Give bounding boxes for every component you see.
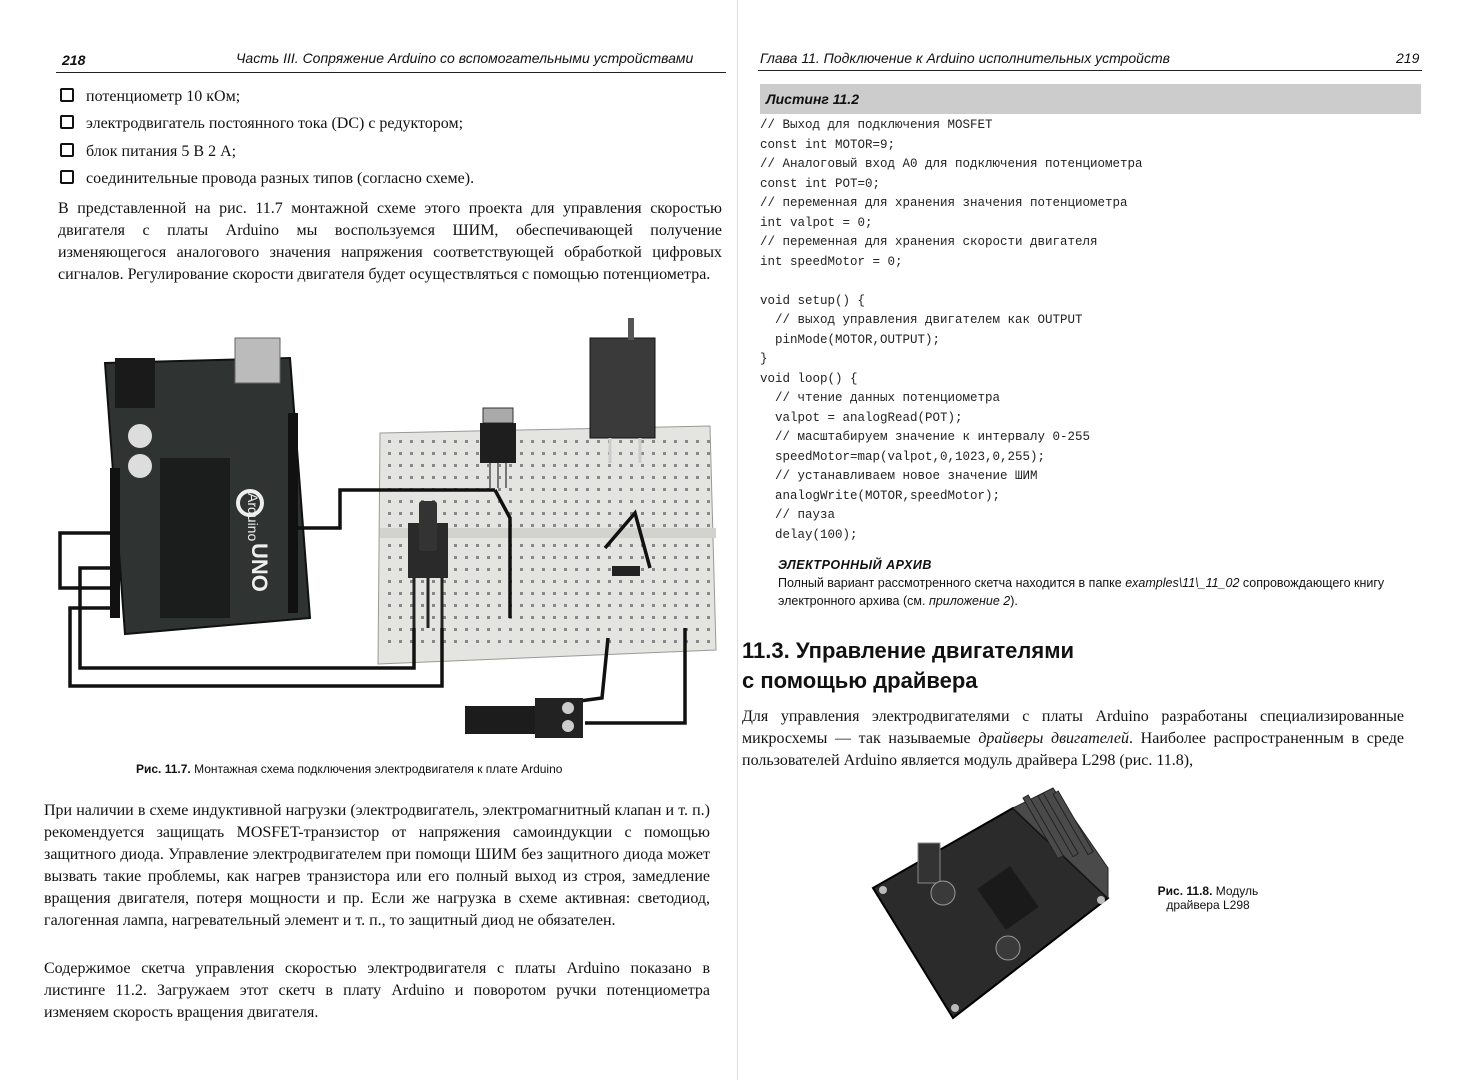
code-line: delay(100);	[760, 527, 858, 542]
section-paragraph: Для управления электродвигателями с платы Arduino разработаны специализированные микросхемы — так называемые драйверы двигателей. Наиболее распространенным в среде пользователей Arduino является модуль драйвера L298 (рис. 11.8),	[742, 708, 1405, 769]
sketch-paragraph: Содержимое скетча управления скоростью электродвигателя с платы Arduino показано в листинге 11.2. Загружаем этот скетч в плату Arduino и поворотом ручки потенциометра изменяем скорость вращения двигателя.	[44, 960, 710, 1021]
code-line: const int MOTOR=9;	[760, 137, 896, 152]
board-name-label: Arduino	[245, 493, 261, 542]
code-line: pinMode(MOTOR,OUTPUT);	[760, 332, 941, 347]
bullet-item: соединительные провода разных типов (согласно схеме).	[60, 170, 474, 188]
code-line: void setup() {	[760, 293, 866, 308]
code-line: // устанавливаем новое значение ШИМ	[760, 469, 1038, 483]
listing-title: Листинг 11.2	[760, 84, 1421, 114]
analog-header	[110, 468, 120, 618]
code-line	[760, 272, 1143, 292]
code-line: void loop() {	[760, 371, 858, 386]
figure-caption: Рис. 11.7. Монтажная схема подключения электродвигателя к плате Arduino	[136, 762, 563, 776]
code-line: // чтение данных потенциометра	[760, 391, 1001, 405]
usb-port	[235, 338, 280, 383]
left-page	[0, 0, 737, 1080]
code-line: // масштабируем значение к интервалу 0-255	[760, 430, 1091, 444]
code-line: // пауза	[760, 508, 836, 522]
capacitor-icon	[128, 454, 152, 478]
code-line: analogWrite(MOTOR,speedMotor);	[760, 488, 1001, 503]
code-line: // Аналоговый вход A0 для подключения потенциометра	[760, 157, 1143, 171]
code-line: }	[760, 352, 768, 366]
right-page	[737, 0, 1475, 1080]
protection-paragraph: При наличии в схеме индуктивной нагрузки (электродвигатель, электромагнитный клапан и т. п.) рекомендуется защищать MOSFET-транзистор от напряжения самоиндукции с помощью защитного диода. Управление электродвигателем при помощи ШИМ без защитного диода может вызвать такие проблемы, как нагрев транзистора или его полный выход из строя, замедление вращения двигателя, потеря мощности и пр. Если же нагрузка в схеме активная: светодиод, галогенная лампа, нагревательный элемент и т. п., то защитный диод не обязателен.	[44, 802, 710, 929]
capacitor-icon	[931, 881, 955, 905]
checkbox-icon	[60, 143, 74, 157]
page-number-left: 218	[62, 52, 86, 68]
power-plug	[465, 698, 583, 738]
code-line: valpot = analogRead(POT);	[760, 410, 963, 425]
capacitor-icon	[996, 936, 1020, 960]
running-header-left: Часть III. Сопряжение Arduino со вспомогательными устройствами	[236, 50, 694, 66]
l298-module-photo	[863, 778, 1123, 1028]
bullet-item: потенциометр 10 кОм;	[60, 88, 240, 106]
microcontroller-chip	[160, 458, 230, 618]
board-model-label: UNO	[247, 543, 272, 592]
checkbox-icon	[60, 88, 74, 102]
checkbox-icon	[60, 170, 74, 184]
intro-paragraph: В представленной на рис. 11.7 монтажной схеме этого проекта для управления скоростью двигателя с платы Arduino мы воспользуемся ШИМ, обеспечивающей получение изменяющегося аналогового значения напряжения соответствующей обработкой цифровых сигналов. Регулирование скорости двигателя будет осуществляться с помощью потенциометра.	[58, 200, 722, 283]
bullet-item: блок питания 5 В 2 А;	[60, 143, 236, 161]
header-rule-left	[56, 72, 726, 73]
running-header-right: Глава 11. Подключение к Arduino исполнительных устройств	[760, 50, 1170, 66]
code-line: // Выход для подключения MOSFET	[760, 118, 993, 132]
header-rule-right	[758, 70, 1422, 71]
code-listing	[760, 116, 1143, 545]
code-line: // выход управления двигателем как OUTPUT	[760, 313, 1083, 327]
archive-text: Полный вариант рассмотренного скетча находится в папке examples\11\_11_02 сопровождающего книгу электронного архива (см. приложение 2).	[778, 576, 1385, 608]
l298-figure-caption: Рис. 11.8. Модуль драйвера L298	[1157, 884, 1259, 912]
code-line: // переменная для хранения скорости двигателя	[760, 235, 1098, 249]
diode	[612, 566, 640, 576]
capacitor-icon	[128, 424, 152, 448]
code-line: // переменная для хранения значения потенциометра	[760, 196, 1128, 210]
arduino-board	[105, 338, 310, 634]
bullet-item: электродвигатель постоянного тока (DC) с редуктором;	[60, 115, 463, 133]
digital-header	[288, 413, 298, 613]
wiring-diagram	[40, 318, 720, 738]
power-jack	[115, 358, 155, 408]
code-line: speedMotor=map(valpot,0,1023,0,255);	[760, 449, 1046, 464]
code-line: const int POT=0;	[760, 176, 881, 191]
archive-note	[778, 556, 1418, 610]
terminal-block	[918, 843, 940, 883]
page-number-right: 219	[1396, 50, 1420, 66]
archive-title: ЭЛЕКТРОННЫЙ АРХИВ	[778, 558, 932, 572]
code-line: int speedMotor = 0;	[760, 254, 903, 269]
checkbox-icon	[60, 115, 74, 129]
code-line: int valpot = 0;	[760, 215, 873, 230]
section-title: 11.3. Управление двигателями с помощью драйвера	[742, 638, 1074, 693]
